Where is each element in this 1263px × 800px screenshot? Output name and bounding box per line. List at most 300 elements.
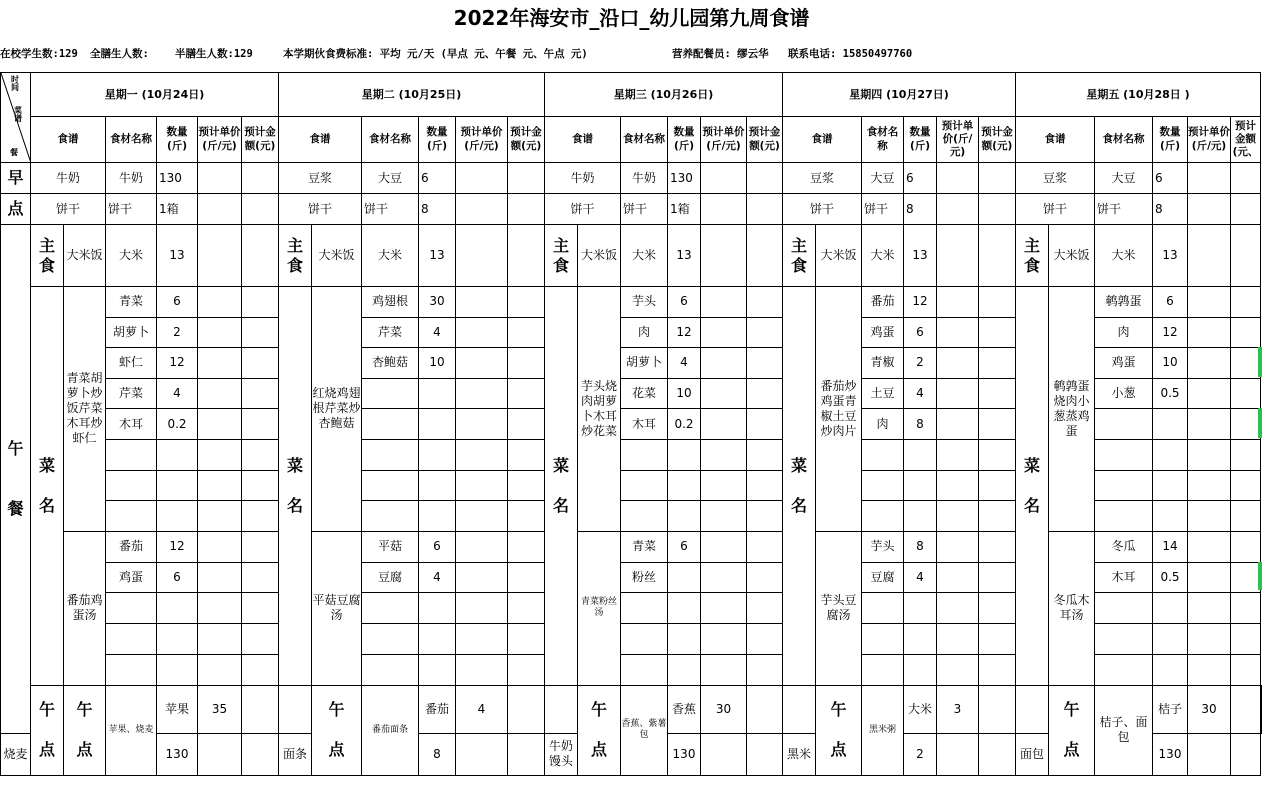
snack-ingredient: 面包 <box>1016 733 1049 775</box>
amount-cell <box>747 470 783 501</box>
qty-cell <box>668 624 701 655</box>
staple-label <box>783 225 816 287</box>
amount-cell <box>1231 378 1261 409</box>
snack-qty: 30 <box>701 685 747 733</box>
staple-label-2: 食 <box>552 255 569 275</box>
col-qty: 数量(斤) <box>668 117 701 163</box>
amount-cell <box>242 194 279 225</box>
ingredient-cell: 胡萝卜 <box>106 317 157 348</box>
amount-cell <box>979 409 1016 440</box>
qty-cell: 10 <box>1153 348 1188 379</box>
info-bar <box>0 46 1263 66</box>
breakfast-ingredient: 牛奶 <box>621 163 668 194</box>
price-cell <box>701 287 747 318</box>
price-cell <box>456 194 508 225</box>
price-cell <box>1188 409 1231 440</box>
ingredient-cell: 青菜 <box>621 531 668 562</box>
amount-cell <box>747 624 783 655</box>
price-cell <box>456 225 508 287</box>
ingredient-cell <box>106 501 157 532</box>
amount-cell <box>747 348 783 379</box>
amount-cell <box>242 378 279 409</box>
amount-cell <box>508 562 545 593</box>
meal-breakfast: 早 <box>1 163 31 194</box>
snack-label-1: 午 <box>830 700 847 720</box>
price-cell <box>198 163 242 194</box>
qty-cell: 4 <box>419 317 456 348</box>
snack-label-1: 午 <box>590 700 607 720</box>
snack-ingredient: 牛奶馒头 <box>545 733 578 775</box>
qty-cell <box>157 439 198 470</box>
soup-recipe: 番茄鸡蛋汤 <box>64 531 106 685</box>
breakfast-recipe: 饼干 <box>31 194 106 225</box>
price-cell <box>198 654 242 685</box>
main-dish-recipe: 红烧鸡翅根芹菜炒杏鲍菇 <box>312 287 362 532</box>
breakfast-recipe: 豆浆 <box>1016 163 1095 194</box>
staple-qty: 13 <box>1153 225 1188 287</box>
amount-cell <box>242 348 279 379</box>
price-cell <box>1188 501 1231 532</box>
staple-qty: 13 <box>904 225 937 287</box>
price-cell <box>198 194 242 225</box>
ingredient-cell <box>862 470 904 501</box>
qty-cell: 0.5 <box>1153 562 1188 593</box>
price-cell <box>701 348 747 379</box>
amount-cell <box>508 501 545 532</box>
price-cell <box>198 470 242 501</box>
amount-cell <box>1231 470 1261 501</box>
col-recipe: 食谱 <box>279 117 362 163</box>
price-cell <box>242 685 279 733</box>
staple-recipe: 大米饭 <box>816 225 862 287</box>
ingredient-cell <box>621 470 668 501</box>
col-ingredient: 食材名称 <box>621 117 668 163</box>
staple-label <box>1016 225 1049 287</box>
breakfast-qty: 6 <box>1153 163 1188 194</box>
price-cell <box>701 501 747 532</box>
staple-qty: 13 <box>419 225 456 287</box>
price-cell <box>937 733 979 775</box>
snack-recipe: 黑米粥 <box>862 685 904 775</box>
col-qty: 数量(斤) <box>157 117 198 163</box>
snack-label <box>1049 685 1095 775</box>
price-cell <box>456 348 508 379</box>
amount-cell <box>1231 287 1261 318</box>
breakfast-ingredient: 饼干 <box>106 194 157 225</box>
qty-cell <box>419 378 456 409</box>
amount-cell <box>508 194 545 225</box>
qty-cell: 6 <box>1153 287 1188 318</box>
qty-cell: 8 <box>904 531 937 562</box>
price-cell <box>937 287 979 318</box>
amount-cell <box>1231 348 1261 379</box>
col-ingredient: 食材名称 <box>106 117 157 163</box>
breakfast-ingredient: 饼干 <box>621 194 668 225</box>
soup-recipe: 冬瓜木耳汤 <box>1049 531 1095 685</box>
ingredient-cell: 小葱 <box>1095 378 1153 409</box>
corner-meal-label: 餐 <box>10 148 18 157</box>
ingredient-cell: 豆腐 <box>862 562 904 593</box>
staple-ingredient: 大米 <box>362 225 419 287</box>
price-cell <box>456 562 508 593</box>
ingredient-cell: 芹菜 <box>106 378 157 409</box>
ingredient-cell <box>1095 409 1153 440</box>
meal-lunch-2: 餐 <box>7 498 24 518</box>
price-cell <box>701 562 747 593</box>
price-cell <box>701 317 747 348</box>
amount-cell <box>979 439 1016 470</box>
dish-name-label-2: 名 <box>38 495 55 515</box>
price-cell <box>937 624 979 655</box>
qty-cell: 12 <box>1153 317 1188 348</box>
qty-cell <box>419 593 456 624</box>
ingredient-cell <box>362 439 419 470</box>
snack-qty: 35 <box>198 685 242 733</box>
ingredient-cell <box>862 593 904 624</box>
staple-qty: 13 <box>668 225 701 287</box>
snack-ingredient: 桔子 <box>1153 685 1188 733</box>
amount-cell <box>1231 194 1261 225</box>
dish-name-label-2: 名 <box>790 495 807 515</box>
ingredient-cell: 木耳 <box>1095 562 1153 593</box>
qty-cell: 10 <box>419 348 456 379</box>
col-qty: 数量(斤) <box>419 117 456 163</box>
corner-time-label: 时间 <box>11 75 19 92</box>
snack-ingredient: 黑米 <box>783 733 816 775</box>
breakfast-qty: 130 <box>157 163 198 194</box>
amount-cell <box>242 409 279 440</box>
price-cell <box>701 654 747 685</box>
price-cell <box>937 378 979 409</box>
qty-cell: 0.5 <box>1153 378 1188 409</box>
breakfast-qty: 8 <box>904 194 937 225</box>
amount-cell <box>242 624 279 655</box>
snack-label-2: 点 <box>590 740 607 760</box>
qty-cell: 6 <box>157 562 198 593</box>
qty-cell <box>668 593 701 624</box>
amount-cell <box>747 378 783 409</box>
amount-cell <box>508 470 545 501</box>
price-cell <box>937 194 979 225</box>
ingredient-cell <box>106 439 157 470</box>
col-amount: 预计金额(元) <box>508 117 545 163</box>
ingredient-cell <box>362 409 419 440</box>
amount-cell <box>1231 225 1261 287</box>
qty-cell <box>419 501 456 532</box>
col-qty: 数量(斤) <box>904 117 937 163</box>
ingredient-cell: 木耳 <box>621 409 668 440</box>
cell-marker <box>1258 408 1262 438</box>
amount-cell <box>979 593 1016 624</box>
ingredient-cell: 杏鲍菇 <box>362 348 419 379</box>
price-cell <box>456 287 508 318</box>
amount-cell <box>747 562 783 593</box>
ingredient-cell: 鸡蛋 <box>1095 348 1153 379</box>
price-cell <box>198 225 242 287</box>
amount-cell <box>1231 317 1261 348</box>
snack-label <box>64 685 106 775</box>
qty-cell <box>157 470 198 501</box>
price-cell <box>1231 685 1261 733</box>
ingredient-cell: 肉 <box>862 409 904 440</box>
dish-name-label <box>1016 287 1049 686</box>
amount-cell <box>508 593 545 624</box>
col-price: 预计单价(斤/元) <box>701 117 747 163</box>
amount-cell <box>242 593 279 624</box>
amount-cell <box>747 733 783 775</box>
qty-cell <box>1153 439 1188 470</box>
breakfast-recipe: 饼干 <box>1016 194 1095 225</box>
qty-cell: 0.2 <box>668 409 701 440</box>
day-header: 星期一 (10月24日) <box>31 73 279 117</box>
snack-recipe: 苹果、烧麦 <box>106 685 157 775</box>
col-recipe: 食谱 <box>545 117 621 163</box>
menu-table <box>0 72 1262 776</box>
qty-cell <box>419 654 456 685</box>
info-half-meal: 半膳生人数:129 <box>175 48 253 60</box>
price-cell <box>701 470 747 501</box>
amount-cell <box>1231 439 1261 470</box>
dish-name-label <box>545 287 578 686</box>
snack-qty: 4 <box>456 685 508 733</box>
amount-cell <box>979 501 1016 532</box>
ingredient-cell <box>106 470 157 501</box>
staple-label-1: 主 <box>286 235 303 255</box>
price-cell <box>701 225 747 287</box>
ingredient-cell: 鸡翅根 <box>362 287 419 318</box>
ingredient-cell <box>862 439 904 470</box>
snack-recipe: 香蕉、紫薯包 <box>621 685 668 775</box>
price-cell <box>198 409 242 440</box>
price-cell <box>747 685 783 733</box>
snack-label-1: 午 <box>1063 700 1080 720</box>
dish-name-label <box>31 287 64 686</box>
day-header: 星期三 (10月26日) <box>545 73 783 117</box>
amount-cell <box>242 562 279 593</box>
ingredient-cell <box>362 654 419 685</box>
amount-cell <box>747 287 783 318</box>
ingredient-cell <box>862 654 904 685</box>
qty-cell <box>1153 409 1188 440</box>
price-cell <box>456 317 508 348</box>
price-cell <box>1188 593 1231 624</box>
ingredient-cell <box>621 624 668 655</box>
meal-snack-2: 点 <box>38 740 55 760</box>
price-cell <box>456 470 508 501</box>
ingredient-cell <box>362 378 419 409</box>
amount-cell <box>747 531 783 562</box>
main-dish-recipe: 青菜胡萝卜炒饭芹菜木耳炒虾仁 <box>64 287 106 532</box>
snack-recipe: 桔子、面包 <box>1095 685 1153 775</box>
amount-cell <box>242 225 279 287</box>
staple-ingredient: 大米 <box>862 225 904 287</box>
price-cell <box>1188 348 1231 379</box>
amount-cell <box>508 531 545 562</box>
page-title: 2022年海安市_沿口_幼儿园第九周食谱 <box>453 6 810 30</box>
qty-cell: 4 <box>157 378 198 409</box>
snack-recipe: 番茄面条 <box>362 685 419 775</box>
staple-label-2: 食 <box>790 255 807 275</box>
price-cell <box>937 531 979 562</box>
amount-cell <box>979 562 1016 593</box>
ingredient-cell: 芋头 <box>621 287 668 318</box>
amount-cell <box>242 439 279 470</box>
day-header: 星期四 (10月27日) <box>783 73 1016 117</box>
ingredient-cell <box>106 624 157 655</box>
ingredient-cell <box>106 593 157 624</box>
amount-cell <box>747 593 783 624</box>
breakfast-ingredient: 大豆 <box>1095 163 1153 194</box>
staple-label-1: 主 <box>552 235 569 255</box>
price-cell <box>198 593 242 624</box>
snack-ingredient: 香蕉 <box>668 685 701 733</box>
breakfast-ingredient: 饼干 <box>1095 194 1153 225</box>
breakfast-ingredient: 饼干 <box>362 194 419 225</box>
col-ingredient: 食材名称 <box>362 117 419 163</box>
ingredient-cell <box>362 470 419 501</box>
snack-label <box>578 685 621 775</box>
main-dish-recipe: 番茄炒鸡蛋青椒土豆炒肉片 <box>816 287 862 532</box>
ingredient-cell: 豆腐 <box>362 562 419 593</box>
dish-name-label <box>783 287 816 686</box>
snack-qty: 8 <box>419 733 456 775</box>
price-cell <box>1188 439 1231 470</box>
meal-lunch <box>1 225 31 734</box>
staple-ingredient: 大米 <box>621 225 668 287</box>
qty-cell: 4 <box>904 378 937 409</box>
price-cell <box>701 593 747 624</box>
ingredient-cell: 土豆 <box>862 378 904 409</box>
breakfast-qty: 6 <box>904 163 937 194</box>
amount-cell <box>747 163 783 194</box>
amount-cell <box>979 348 1016 379</box>
breakfast-qty: 8 <box>1153 194 1188 225</box>
price-cell <box>456 439 508 470</box>
col-price: 预计单价(斤/元) <box>456 117 508 163</box>
amount-cell <box>1231 733 1261 775</box>
amount-cell <box>242 531 279 562</box>
snack-qty: 130 <box>157 733 198 775</box>
price-cell <box>979 685 1016 733</box>
qty-cell: 4 <box>904 562 937 593</box>
main-dish-recipe: 芋头烧肉胡萝卜木耳炒花菜 <box>578 287 621 532</box>
ingredient-cell: 鸡蛋 <box>862 317 904 348</box>
info-full-meal: 全膳生人数: <box>90 48 149 60</box>
qty-cell: 14 <box>1153 531 1188 562</box>
staple-label-1: 主 <box>1023 235 1040 255</box>
snack-qty: 130 <box>1153 733 1188 775</box>
qty-cell <box>668 654 701 685</box>
amount-cell <box>242 317 279 348</box>
snack-ingredient: 大米 <box>904 685 937 733</box>
amount-cell <box>1231 409 1261 440</box>
qty-cell: 4 <box>668 348 701 379</box>
main-dish-recipe: 鹌鹑蛋烧肉小葱蒸鸡蛋 <box>1049 287 1095 532</box>
breakfast-qty: 130 <box>668 163 701 194</box>
staple-label-2: 食 <box>38 255 55 275</box>
price-cell <box>937 225 979 287</box>
price-cell <box>937 439 979 470</box>
dish-name-label-1: 菜 <box>38 455 55 475</box>
qty-cell: 4 <box>419 562 456 593</box>
cell-marker <box>1258 562 1262 590</box>
amount-cell <box>508 317 545 348</box>
qty-cell <box>1153 593 1188 624</box>
amount-cell <box>979 654 1016 685</box>
price-cell <box>1188 654 1231 685</box>
ingredient-cell: 冬瓜 <box>1095 531 1153 562</box>
breakfast-recipe: 饼干 <box>783 194 862 225</box>
price-cell <box>1188 163 1231 194</box>
col-price: 预计单价(斤/元) <box>198 117 242 163</box>
corner-header <box>1 73 31 163</box>
ingredient-cell <box>621 501 668 532</box>
price-cell <box>456 624 508 655</box>
amount-cell <box>508 439 545 470</box>
dish-name-label-2: 名 <box>286 495 303 515</box>
amount-cell <box>1231 562 1261 593</box>
breakfast-qty: 8 <box>419 194 456 225</box>
breakfast-ingredient: 大豆 <box>862 163 904 194</box>
qty-cell <box>904 501 937 532</box>
price-cell <box>198 439 242 470</box>
qty-cell <box>157 501 198 532</box>
dish-name-label-2: 名 <box>552 495 569 515</box>
amount-cell <box>242 163 279 194</box>
price-cell <box>456 733 508 775</box>
qty-cell: 2 <box>904 348 937 379</box>
breakfast-recipe: 牛奶 <box>545 163 621 194</box>
staple-label-1: 主 <box>790 235 807 255</box>
cell-marker <box>1258 347 1262 377</box>
ingredient-cell <box>1095 624 1153 655</box>
snack-ingredient: 面条 <box>279 733 312 775</box>
ingredient-cell <box>1095 501 1153 532</box>
snack-ingredient: 苹果 <box>157 685 198 733</box>
amount-cell <box>747 439 783 470</box>
qty-cell <box>668 439 701 470</box>
amount-cell <box>242 654 279 685</box>
col-amount: 预计金额(元) <box>747 117 783 163</box>
qty-cell: 12 <box>904 287 937 318</box>
amount-cell <box>545 685 578 733</box>
staple-label <box>31 225 64 287</box>
snack-label-2: 点 <box>328 740 345 760</box>
amount-cell <box>1231 593 1261 624</box>
ingredient-cell <box>621 593 668 624</box>
day-header: 星期二 (10月25日) <box>279 73 545 117</box>
snack-qty: 30 <box>1188 685 1231 733</box>
qty-cell <box>904 624 937 655</box>
ingredient-cell: 肉 <box>1095 317 1153 348</box>
qty-cell: 6 <box>668 287 701 318</box>
amount-cell <box>747 501 783 532</box>
ingredient-cell: 木耳 <box>106 409 157 440</box>
price-cell <box>456 593 508 624</box>
amount-cell <box>508 163 545 194</box>
qty-cell: 12 <box>668 317 701 348</box>
dish-name-label-1: 菜 <box>552 455 569 475</box>
dish-name-label-2: 名 <box>1023 495 1040 515</box>
snack-label-1: 午 <box>76 700 93 720</box>
staple-recipe: 大米饭 <box>312 225 362 287</box>
ingredient-cell: 番茄 <box>106 531 157 562</box>
price-cell <box>1188 194 1231 225</box>
price-cell <box>1188 287 1231 318</box>
price-cell <box>937 409 979 440</box>
breakfast-recipe: 饼干 <box>279 194 362 225</box>
price-cell <box>937 348 979 379</box>
